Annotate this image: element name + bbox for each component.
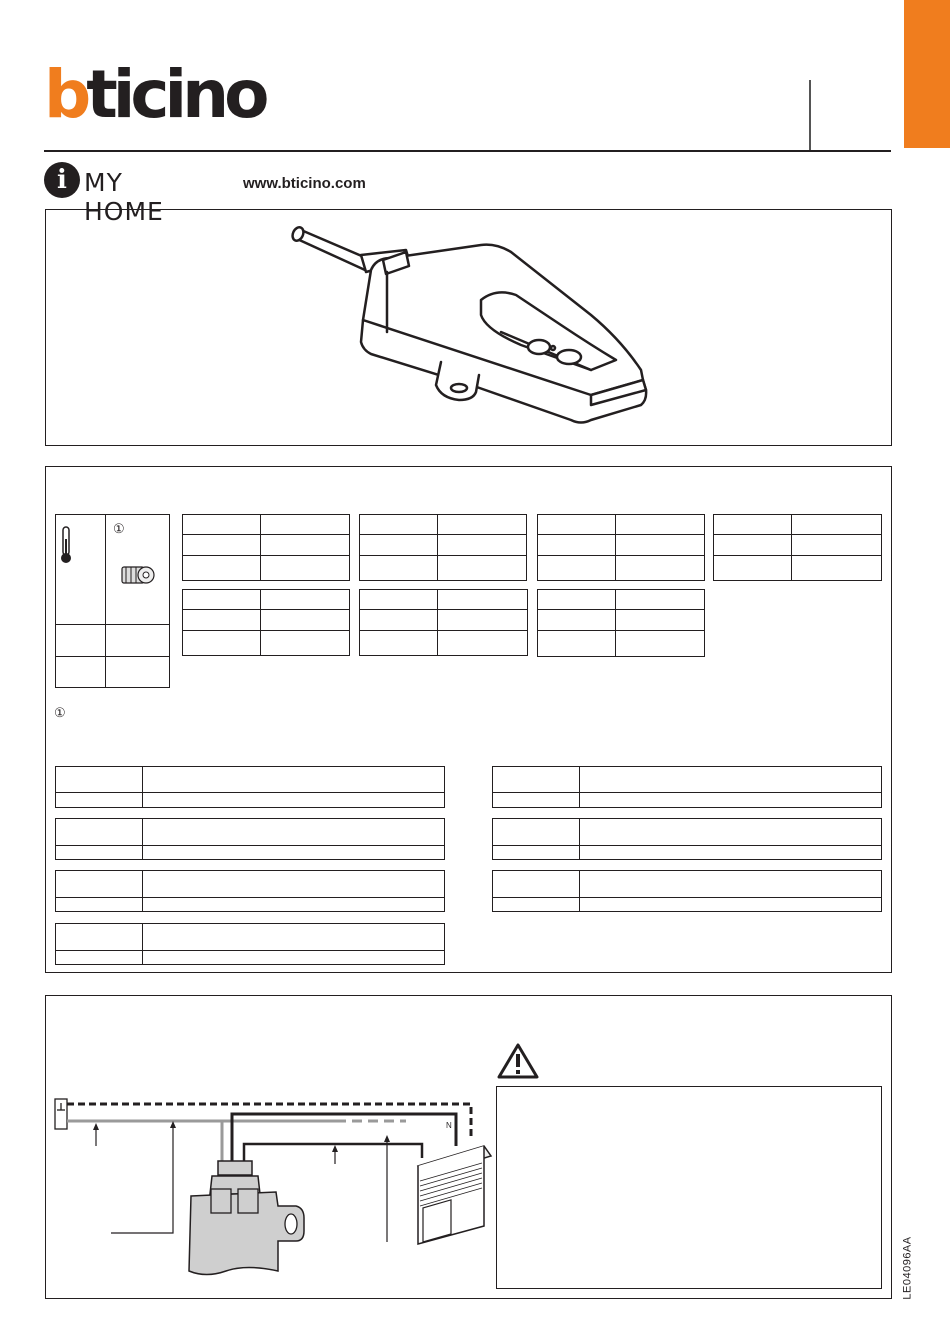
- brand-logo: bticino: [44, 56, 265, 133]
- wiring-diagram: [46, 996, 496, 1296]
- description-table: [55, 818, 445, 860]
- motor-icon: [120, 561, 156, 589]
- header-rule: [44, 150, 891, 152]
- spec-table: [537, 514, 705, 581]
- thermometer-icon: [59, 525, 73, 565]
- footnote-marker: ①: [54, 705, 66, 720]
- description-table: [492, 870, 882, 912]
- description-table: [55, 923, 445, 965]
- info-icon: i: [44, 162, 80, 198]
- description-table: [492, 766, 882, 808]
- spec-table: [182, 514, 350, 581]
- product-line-name: MY HOME: [84, 168, 164, 226]
- spec-table: [182, 589, 350, 656]
- document-code: [896, 1236, 916, 1302]
- specifications-panel: [45, 466, 892, 973]
- environment-table: [55, 514, 170, 688]
- actuator-device-illustration: [291, 220, 651, 435]
- spec-table: [359, 514, 527, 581]
- divider: [809, 80, 811, 150]
- spec-table: [537, 589, 705, 657]
- footnote-marker: ①: [113, 521, 125, 536]
- description-table: [55, 870, 445, 912]
- spec-table: [713, 514, 882, 581]
- description-table: [55, 766, 445, 808]
- description-table: [492, 818, 882, 860]
- section-tab: [904, 0, 950, 148]
- warning-icon: [496, 1042, 540, 1080]
- document-code-text: LE04096AA: [901, 1236, 914, 1300]
- neutral-label: N: [446, 1121, 452, 1130]
- warning-box: [496, 1086, 882, 1289]
- product-image-panel: [45, 209, 892, 446]
- wiring-panel: [45, 995, 892, 1299]
- website-link[interactable]: www.bticino.com: [243, 175, 366, 192]
- spec-table: [359, 589, 528, 656]
